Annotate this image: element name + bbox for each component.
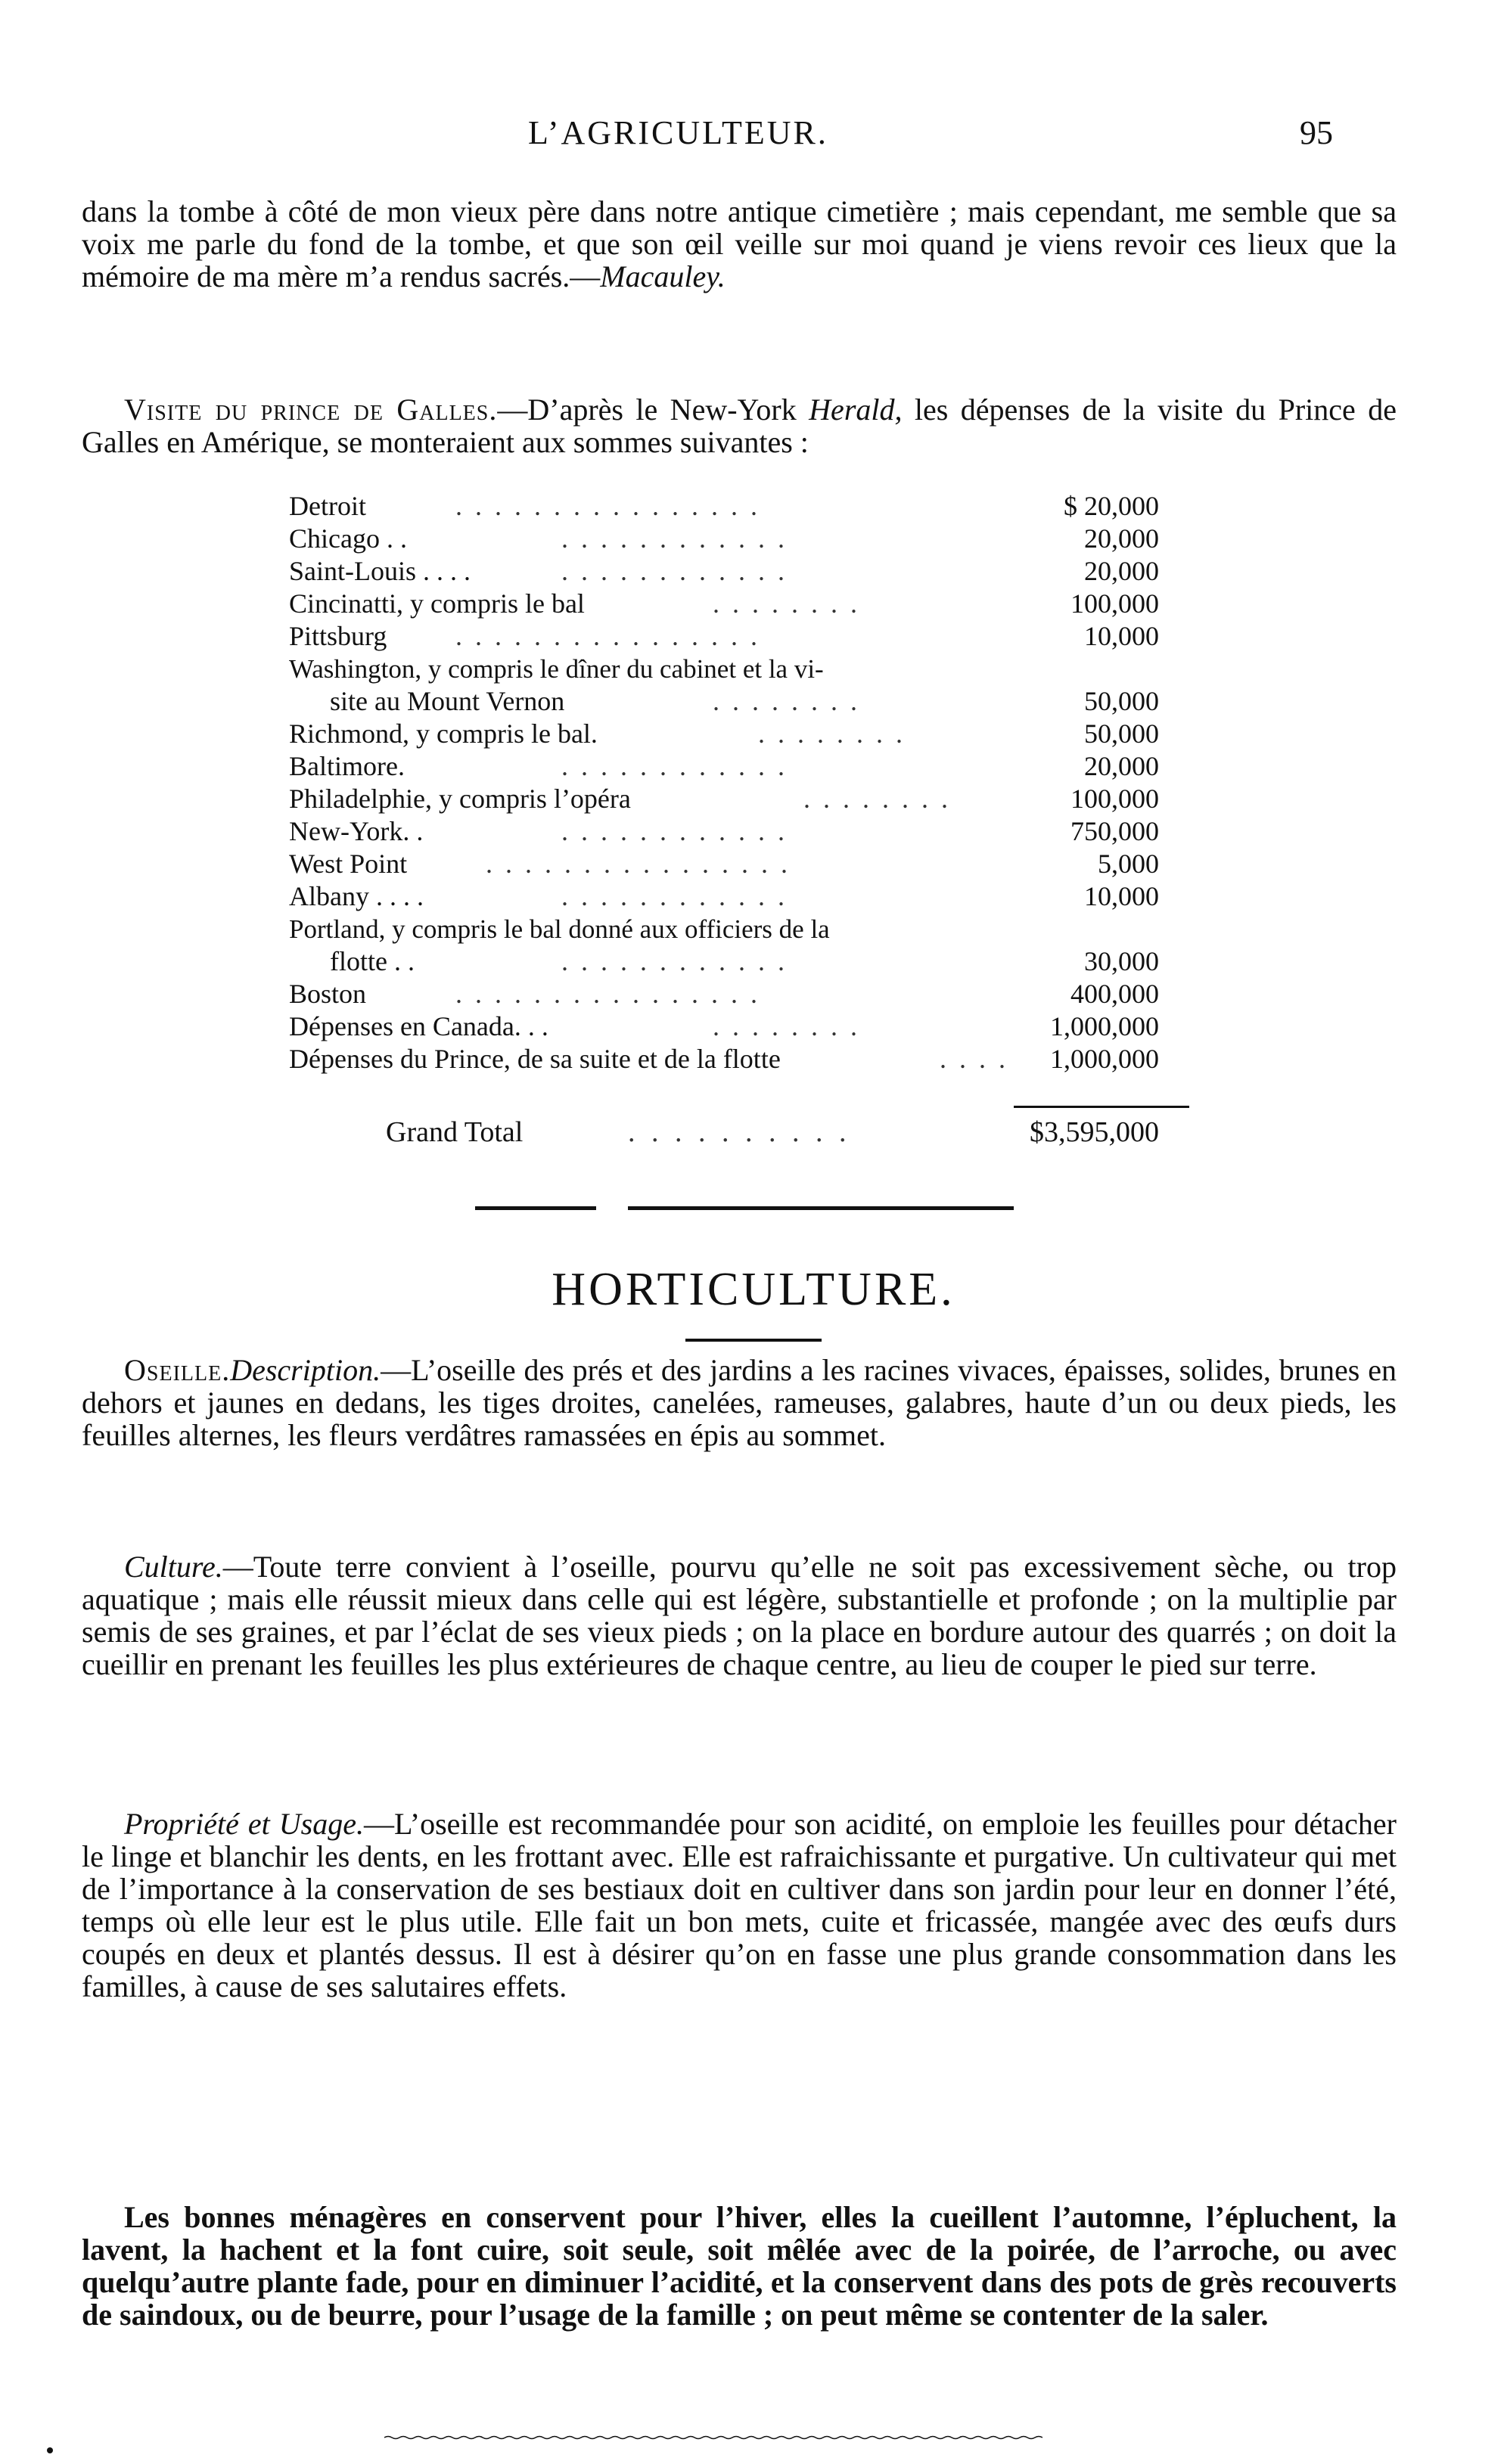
expense-label: Richmond, y compris le bal. bbox=[289, 718, 598, 749]
expense-row bbox=[289, 815, 1189, 848]
expense-amount: 1,000,000 bbox=[1050, 1011, 1159, 1041]
expense-table bbox=[289, 490, 1189, 1075]
propriete-usage-paragraph bbox=[82, 1808, 1397, 2003]
expense-label: West Point bbox=[289, 849, 408, 879]
leader-dots: . . . . . . . . . . . . bbox=[561, 816, 788, 846]
total-rule bbox=[1014, 1106, 1189, 1108]
expense-label: site au Mount Vernon bbox=[289, 686, 565, 716]
expense-row bbox=[289, 1043, 1189, 1075]
expense-amount: 20,000 bbox=[1084, 556, 1159, 586]
expense-amount: 750,000 bbox=[1070, 816, 1159, 846]
macauley-quote-paragraph bbox=[82, 195, 1397, 293]
leader-dots: . . . . . . . . . . . . bbox=[561, 523, 788, 554]
visit-text-b: les dépenses de la visite du Prince de Galles en Amérique, se monteraient aux sommes suivantes : bbox=[82, 393, 1397, 459]
running-head bbox=[0, 113, 1507, 159]
expense-amount: 30,000 bbox=[1084, 946, 1159, 976]
quote-author: Macauley. bbox=[600, 259, 726, 293]
quote-text: dans la tombe à côté de mon vieux père dans notre antique cimetière ; mais cependant, me semble que sa voix me parle du fond de la tombe, et que son œil veille sur moi quand je viens revoir ces lieux que la mémoire de ma mère m’a rendus sacrés.— bbox=[82, 194, 1397, 293]
leader-dots: . . . . . . . . . . . . bbox=[561, 751, 788, 781]
culture-heading: Culture. bbox=[124, 1550, 223, 1584]
expense-label: Washington, y compris le dîner du cabinet et la vi- bbox=[289, 654, 824, 684]
expense-label: Philadelphie, y compris l’opéra bbox=[289, 784, 631, 814]
expense-label: Portland, y compris le bal donné aux officiers de la bbox=[289, 914, 830, 944]
expense-label: Dépenses en Canada. . . bbox=[289, 1011, 548, 1041]
expense-row bbox=[289, 523, 1189, 555]
expense-row bbox=[289, 718, 1189, 750]
leader-dots: . . . . . . . . . . . . . . . . bbox=[455, 621, 760, 651]
expense-row bbox=[289, 945, 1189, 978]
grand-total-label: Grand Total bbox=[386, 1116, 524, 1148]
expense-amount: 100,000 bbox=[1070, 784, 1159, 814]
leader-dots: . . . . . . . . . . . . . . . . bbox=[486, 849, 791, 879]
expense-label: Baltimore. bbox=[289, 751, 405, 781]
leader-dots: . . . . . . . . bbox=[713, 686, 860, 716]
bonnes-menageres-paragraph: Les bonnes ménagères en conservent pour l’hiver, elles la cueillent l’automne, l’épluchent, la lavent, la hachent et la font cuire, soit seule, soit mêlée avec de la poirée, de l’arroche, ou avec quelqu’autre plante fade, pour en diminuer l’acidité, et la conservent dans des pots de grès recouverts de saindoux, ou de beurre, pour l’usage de la famille ; on peut même se contenter de la saler. bbox=[82, 2200, 1397, 2332]
expense-label: flotte . . bbox=[289, 946, 415, 976]
leader-dots: . . . . . . . . . . . . bbox=[561, 556, 788, 586]
leader-dots: . . . . . . . . bbox=[713, 1011, 860, 1041]
oseille-heading: Oseille. bbox=[124, 1353, 231, 1387]
expense-row bbox=[289, 848, 1189, 880]
expense-label: Chicago . . bbox=[289, 523, 407, 554]
section-divider-short bbox=[475, 1206, 596, 1210]
newspaper-name: Herald, bbox=[809, 393, 903, 427]
expense-row bbox=[289, 783, 1189, 815]
expense-label: Detroit bbox=[289, 491, 366, 521]
expense-row bbox=[289, 490, 1189, 523]
expense-label: Dépenses du Prince, de sa suite et de la flotte bbox=[289, 1044, 781, 1074]
expense-row bbox=[289, 685, 1189, 718]
leader-dots: . . . . bbox=[940, 1044, 1008, 1074]
section-divider-long bbox=[628, 1206, 1014, 1210]
expense-row bbox=[289, 588, 1189, 620]
wavy-end-rule bbox=[384, 2435, 1042, 2440]
propriete-text: —L’oseille est recommandée pour son acidité, on emploie les feuilles pour détacher le linge et blanchir les dents, en les frottant avec. Elle est rafraichissante et purgative. Un cultivateur qui met de l’importance à la conservation de ses bestiaux doit en cultiver dans son jardin pour leur en donner l’été, temps où elle leur est le plus utile. Elle fait un bon mets, cuite et fricassée, mangée avec des œufs durs coupés en deux et plantés dessus. Il est à désirer qu’on en fasse une plus grande consommation dans les familles, à cause de ses salutaires effets. bbox=[82, 1807, 1397, 2003]
page-speck bbox=[47, 2447, 53, 2453]
propriete-heading: Propriété et Usage. bbox=[124, 1807, 364, 1841]
expense-label: Albany . . . . bbox=[289, 881, 424, 911]
grand-total-amount: $3,595,000 bbox=[1030, 1116, 1159, 1148]
expense-amount: 5,000 bbox=[1098, 849, 1159, 879]
description-text: —L’oseille des prés et des jardins a les racines vivaces, épaisses, solides, brunes en dehors et jaunes en dedans, les tiges droites, canelées, rameuses, galabres, haute d’un ou deux pieds, les feuilles alternes, les fleurs verdâtres ramassées en épis au sommet. bbox=[82, 1353, 1397, 1452]
expense-label: Saint-Louis . . . . bbox=[289, 556, 471, 586]
leader-dots: . . . . . . . . . . . . bbox=[561, 946, 788, 976]
leader-dots: . . . . . . . . . . . . . . . . bbox=[455, 491, 760, 521]
visit-heading: Visite du prince de Galles. bbox=[124, 393, 498, 427]
expense-amount: 10,000 bbox=[1084, 621, 1159, 651]
visit-text-a: —D’après le New-York bbox=[497, 393, 809, 427]
culture-text: —Toute terre convient à l’oseille, pourvu qu’elle ne soit pas excessivement sèche, ou trop aquatique ; mais elle réussit mieux dans celle qui est légère, substantielle et profonde ; on la multiplie par semis de ses graines, et par l’éclat de ses vieux pieds ; on la place en bordure autour des quarrés ; on doit la cueillir en prenant les feuilles les plus extérieures de chaque centre, au lieu de couper le pied sur terre. bbox=[82, 1550, 1397, 1681]
expense-row bbox=[289, 1010, 1189, 1043]
oseille-description-paragraph bbox=[82, 1354, 1397, 1451]
expense-amount: 20,000 bbox=[1084, 523, 1159, 554]
grand-total-row bbox=[386, 1113, 1189, 1151]
expense-row bbox=[289, 880, 1189, 913]
leader-dots: . . . . . . . . . . bbox=[628, 1116, 851, 1148]
title-underline bbox=[685, 1339, 822, 1342]
prince-visit-paragraph bbox=[82, 393, 1397, 458]
expense-amount: 50,000 bbox=[1084, 686, 1159, 716]
expense-amount: 20,000 bbox=[1084, 751, 1159, 781]
expense-row bbox=[289, 555, 1189, 588]
leader-dots: . . . . . . . . bbox=[803, 784, 951, 814]
leader-dots: . . . . . . . . bbox=[713, 588, 860, 619]
expense-amount: 50,000 bbox=[1084, 718, 1159, 749]
expense-amount: $ 20,000 bbox=[1064, 491, 1159, 521]
leader-dots: . . . . . . . . . . . . . . . . bbox=[455, 979, 760, 1009]
expense-label: Cincinatti, y compris le bal bbox=[289, 588, 585, 619]
expense-row bbox=[289, 978, 1189, 1010]
expense-amount: 10,000 bbox=[1084, 881, 1159, 911]
expense-row bbox=[289, 913, 1189, 945]
expense-label: Boston bbox=[289, 979, 367, 1009]
culture-paragraph bbox=[82, 1550, 1397, 1680]
expense-row bbox=[289, 653, 1189, 685]
expense-amount: 400,000 bbox=[1070, 979, 1159, 1009]
expense-amount: 1,000,000 bbox=[1050, 1044, 1159, 1074]
running-title: L’AGRICULTEUR. bbox=[528, 114, 828, 151]
expense-label: New-York. . bbox=[289, 816, 424, 846]
section-title: HORTICULTURE. bbox=[552, 1264, 955, 1315]
leader-dots: . . . . . . . . bbox=[758, 718, 906, 749]
expense-label: Pittsburg bbox=[289, 621, 387, 651]
leader-dots: . . . . . . . . . . . . bbox=[561, 881, 788, 911]
expense-row bbox=[289, 620, 1189, 653]
expense-row bbox=[289, 750, 1189, 783]
expense-amount: 100,000 bbox=[1070, 588, 1159, 619]
page-number: 95 bbox=[1300, 114, 1333, 151]
description-subheading: Description. bbox=[230, 1353, 381, 1387]
